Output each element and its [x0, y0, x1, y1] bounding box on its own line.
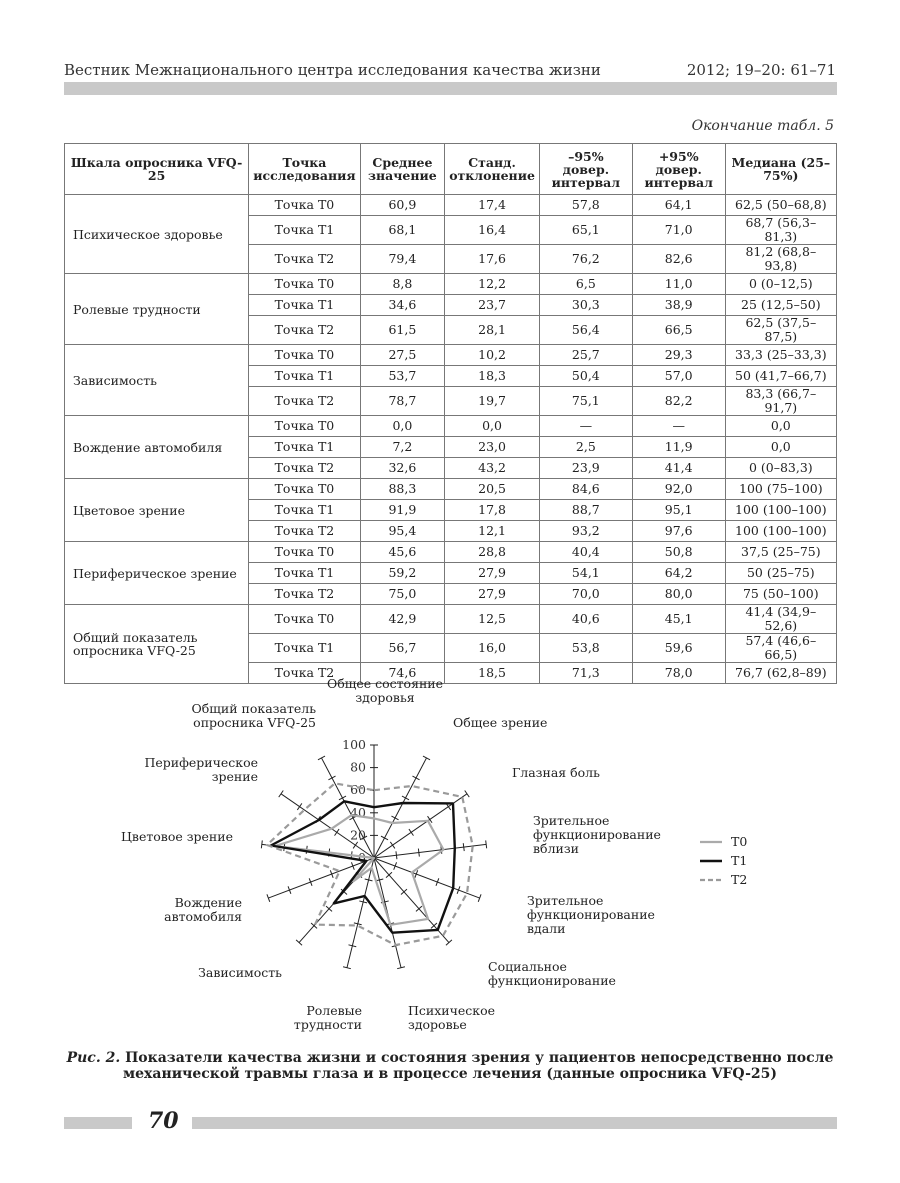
- value-cell: 68,7 (56,3–81,3): [725, 216, 836, 245]
- value-cell: 50 (41,7–66,7): [725, 366, 836, 387]
- value-cell: 57,4 (46,6–66,5): [725, 634, 836, 663]
- radar-category-label: [198, 965, 282, 980]
- radar-axis: [374, 758, 427, 858]
- value-cell: 12,2: [445, 274, 540, 295]
- timepoint-cell: Точка Т2: [249, 584, 360, 605]
- radar-category-label-line: Вождение: [174, 895, 242, 910]
- value-cell: 82,2: [632, 387, 725, 416]
- radar-axis-tick: [463, 843, 464, 851]
- radar-tick-label: 100: [342, 737, 366, 752]
- table-row: [65, 274, 837, 295]
- column-header: Среднее значение: [360, 144, 445, 195]
- value-cell: —: [539, 416, 632, 437]
- radar-category-label: [512, 765, 600, 780]
- timepoint-cell: Точка Т1: [249, 634, 360, 663]
- value-cell: 16,4: [445, 216, 540, 245]
- value-cell: 12,1: [445, 521, 540, 542]
- radar-axis-tick: [318, 756, 325, 760]
- footer-bar-right: [192, 1117, 837, 1129]
- value-cell: 88,3: [360, 479, 445, 500]
- radar-category-label: [488, 959, 616, 988]
- table-header: [65, 144, 837, 195]
- page-number: 70: [148, 1108, 179, 1134]
- radar-category-label-line: автомобиля: [164, 909, 242, 924]
- value-cell: 75 (50–100): [725, 584, 836, 605]
- value-cell: 62,5 (37,5–87,5): [725, 316, 836, 345]
- value-cell: 76,7 (62,8–89): [725, 663, 836, 684]
- radar-category-label-line: Зрительное: [527, 893, 604, 908]
- value-cell: 64,2: [632, 563, 725, 584]
- timepoint-cell: Точка Т0: [249, 416, 360, 437]
- radar-tick-label: 20: [350, 827, 366, 843]
- radar-category-label: [164, 895, 242, 924]
- value-cell: 27,5: [360, 345, 445, 366]
- value-cell: 76,2: [539, 245, 632, 274]
- radar-tick-label: 60: [350, 782, 366, 798]
- column-header: –95% довер. интервал: [539, 144, 632, 195]
- value-cell: 78,7: [360, 387, 445, 416]
- radar-category-label-line: трудности: [293, 1017, 362, 1032]
- timepoint-cell: Точка Т0: [249, 195, 360, 216]
- radar-category-label-line: Зрительное: [533, 813, 610, 828]
- table-caption: Окончание табл. 5: [691, 118, 834, 134]
- timepoint-cell: Точка Т1: [249, 295, 360, 316]
- value-cell: 50 (25–75): [725, 563, 836, 584]
- value-cell: 18,3: [445, 366, 540, 387]
- value-cell: 84,6: [539, 479, 632, 500]
- figure-caption-text: Показатели качества жизни и состояния зрения у пациентов непосредственно после механической травмы глаза и в процессе лечения (данные опросника VFQ-25): [122, 1050, 834, 1082]
- value-cell: 27,9: [445, 584, 540, 605]
- value-cell: 91,9: [360, 500, 445, 521]
- radar-category-label: [192, 701, 317, 730]
- value-cell: 16,0: [445, 634, 540, 663]
- radar-category-label-line: функционирование: [527, 907, 655, 922]
- radar-axis-tick: [418, 849, 419, 857]
- timepoint-cell: Точка Т0: [249, 345, 360, 366]
- value-cell: 70,0: [539, 584, 632, 605]
- value-cell: 45,6: [360, 542, 445, 563]
- radar-category-label-line: Цветовое зрение: [121, 829, 233, 844]
- value-cell: 40,4: [539, 542, 632, 563]
- radar-category-label-line: функционирование: [488, 973, 616, 988]
- radar-axis-tick: [396, 851, 397, 859]
- radar-category-label-line: здоровье: [408, 1017, 467, 1032]
- value-cell: 75,1: [539, 387, 632, 416]
- value-cell: 95,1: [632, 500, 725, 521]
- timepoint-cell: Точка Т2: [249, 458, 360, 479]
- radar-axis-tick: [402, 796, 409, 800]
- footer-bar-left: [64, 1117, 132, 1129]
- radar-category-label-line: Ролевые: [306, 1003, 362, 1018]
- column-header: Точка исследования: [249, 144, 360, 195]
- scale-name-cell: Цветовое зрение: [65, 479, 249, 542]
- value-cell: 81,2 (68,8–93,8): [725, 245, 836, 274]
- timepoint-cell: Точка Т0: [249, 542, 360, 563]
- value-cell: 11,0: [632, 274, 725, 295]
- value-cell: 0,0: [445, 416, 540, 437]
- value-cell: 30,3: [539, 295, 632, 316]
- value-cell: 11,9: [632, 437, 725, 458]
- radar-axis-tick: [261, 840, 262, 848]
- value-cell: 100 (75–100): [725, 479, 836, 500]
- value-cell: 68,1: [360, 216, 445, 245]
- value-cell: 75,0: [360, 584, 445, 605]
- value-cell: 40,6: [539, 605, 632, 634]
- value-cell: 45,1: [632, 605, 725, 634]
- scale-name-cell: Ролевые трудности: [65, 274, 249, 345]
- value-cell: 50,4: [539, 366, 632, 387]
- results-table: [64, 143, 837, 684]
- value-cell: 33,3 (25–33,3): [725, 345, 836, 366]
- value-cell: 42,9: [360, 605, 445, 634]
- value-cell: 93,2: [539, 521, 632, 542]
- value-cell: 88,7: [539, 500, 632, 521]
- timepoint-cell: Точка Т2: [249, 521, 360, 542]
- legend-label: Т1: [731, 853, 748, 868]
- value-cell: 59,2: [360, 563, 445, 584]
- value-cell: 62,5 (50–68,8): [725, 195, 836, 216]
- radar-category-label-line: зрение: [211, 769, 258, 784]
- radar-category-label-line: Общее состояние: [326, 676, 444, 691]
- value-cell: 57,0: [632, 366, 725, 387]
- radar-axis-tick: [328, 776, 335, 780]
- value-cell: 66,5: [632, 316, 725, 345]
- value-cell: 41,4: [632, 458, 725, 479]
- radar-chart: [0, 670, 900, 1045]
- radar-category-label-line: функционирование: [533, 827, 661, 842]
- value-cell: 54,1: [539, 563, 632, 584]
- radar-category-label-line: Психическое: [408, 1003, 496, 1018]
- scale-name-cell: Зависимость: [65, 345, 249, 416]
- value-cell: 17,4: [445, 195, 540, 216]
- value-cell: 56,4: [539, 316, 632, 345]
- radar-tick-label: 40: [350, 804, 366, 820]
- radar-axis-tick: [412, 776, 419, 780]
- journal-reference: 2012; 19–20: 61–71: [686, 61, 836, 79]
- legend-label: Т2: [731, 872, 748, 887]
- value-cell: 57,8: [539, 195, 632, 216]
- figure-caption: [60, 1050, 840, 1082]
- scale-name-cell: Психическое здоровье: [65, 195, 249, 274]
- table-row: [65, 605, 837, 634]
- scale-name-cell: Общий показатель опросника VFQ-25: [65, 605, 249, 684]
- radar-category-label-line: Социальное: [488, 959, 567, 974]
- radar-axis-tick: [390, 842, 395, 849]
- value-cell: 0 (0–12,5): [725, 274, 836, 295]
- radar-category-label-line: Общее зрение: [453, 715, 548, 730]
- radar-axis-tick: [486, 840, 487, 848]
- value-cell: 37,5 (25–75): [725, 542, 836, 563]
- value-cell: 41,4 (34,9–52,6): [725, 605, 836, 634]
- radar-category-label-line: вблизи: [533, 841, 579, 856]
- value-cell: 12,5: [445, 605, 540, 634]
- timepoint-cell: Точка Т1: [249, 437, 360, 458]
- value-cell: 7,2: [360, 437, 445, 458]
- value-cell: 2,5: [539, 437, 632, 458]
- timepoint-cell: Точка Т0: [249, 274, 360, 295]
- radar-tick-label: 80: [350, 759, 366, 775]
- radar-axis-tick: [465, 791, 470, 798]
- timepoint-cell: Точка Т1: [249, 366, 360, 387]
- value-cell: 6,5: [539, 274, 632, 295]
- radar-category-label: [408, 1003, 495, 1032]
- radar-axis-tick: [353, 842, 358, 849]
- radar-axis-tick: [423, 756, 430, 760]
- table-row: [65, 345, 837, 366]
- value-cell: 71,0: [632, 216, 725, 245]
- scale-name-cell: Вождение автомобиля: [65, 416, 249, 479]
- value-cell: 29,3: [632, 345, 725, 366]
- value-cell: 34,6: [360, 295, 445, 316]
- table-body: [65, 195, 837, 684]
- header-divider-bar: [64, 82, 837, 95]
- timepoint-cell: Точка Т2: [249, 663, 360, 684]
- table-row: [65, 416, 837, 437]
- value-cell: 79,4: [360, 245, 445, 274]
- radar-category-label-line: Периферическое: [144, 755, 258, 770]
- timepoint-cell: Точка Т2: [249, 245, 360, 274]
- value-cell: 19,7: [445, 387, 540, 416]
- radar-axis-tick: [335, 829, 340, 836]
- timepoint-cell: Точка Т0: [249, 479, 360, 500]
- value-cell: 10,2: [445, 345, 540, 366]
- journal-title: Вестник Межнационального центра исследования качества жизни: [64, 61, 601, 79]
- radar-axis-tick: [279, 791, 284, 798]
- value-cell: 71,3: [539, 663, 632, 684]
- value-cell: 8,8: [360, 274, 445, 295]
- radar-category-label-line: опросника VFQ-25: [193, 715, 316, 730]
- value-cell: 97,6: [632, 521, 725, 542]
- value-cell: 18,5: [445, 663, 540, 684]
- value-cell: 43,2: [445, 458, 540, 479]
- value-cell: 17,8: [445, 500, 540, 521]
- value-cell: 32,6: [360, 458, 445, 479]
- radar-category-label: [144, 755, 258, 784]
- value-cell: 100 (100–100): [725, 500, 836, 521]
- value-cell: 0,0: [725, 416, 836, 437]
- value-cell: 80,0: [632, 584, 725, 605]
- value-cell: —: [632, 416, 725, 437]
- value-cell: 53,7: [360, 366, 445, 387]
- radar-category-label-line: здоровья: [355, 690, 415, 705]
- table-row: [65, 542, 837, 563]
- value-cell: 23,7: [445, 295, 540, 316]
- value-cell: 0 (0–83,3): [725, 458, 836, 479]
- legend-label: Т0: [731, 834, 748, 849]
- value-cell: 23,9: [539, 458, 632, 479]
- table-row: [65, 195, 837, 216]
- radar-category-label-line: Общий показатель: [191, 701, 316, 716]
- column-header: Медиана (25–75%): [725, 144, 836, 195]
- value-cell: 53,8: [539, 634, 632, 663]
- radar-category-label-line: Глазная боль: [512, 765, 600, 780]
- radar-tick-label: 0: [358, 850, 366, 865]
- value-cell: 28,8: [445, 542, 540, 563]
- value-cell: 95,4: [360, 521, 445, 542]
- radar-axis: [321, 758, 374, 858]
- radar-axis: [374, 858, 480, 898]
- value-cell: 25,7: [539, 345, 632, 366]
- value-cell: 25 (12,5–50): [725, 295, 836, 316]
- radar-axis-tick: [409, 829, 414, 836]
- radar-category-label: [121, 829, 233, 844]
- timepoint-cell: Точка Т1: [249, 500, 360, 521]
- timepoint-cell: Точка Т2: [249, 387, 360, 416]
- value-cell: 82,6: [632, 245, 725, 274]
- value-cell: 61,5: [360, 316, 445, 345]
- value-cell: 59,6: [632, 634, 725, 663]
- radar-axis-tick: [381, 836, 388, 840]
- radar-axis-tick: [391, 816, 398, 820]
- timepoint-cell: Точка Т1: [249, 563, 360, 584]
- value-cell: 23,0: [445, 437, 540, 458]
- value-cell: 28,1: [445, 316, 540, 345]
- radar-category-label: [453, 715, 547, 730]
- value-cell: 64,1: [632, 195, 725, 216]
- value-cell: 56,7: [360, 634, 445, 663]
- timepoint-cell: Точка Т0: [249, 605, 360, 634]
- radar-category-label-line: вдали: [527, 921, 566, 936]
- value-cell: 78,0: [632, 663, 725, 684]
- value-cell: 83,3 (66,7–91,7): [725, 387, 836, 416]
- value-cell: 0,0: [360, 416, 445, 437]
- value-cell: 74,6: [360, 663, 445, 684]
- radar-category-label-line: Зависимость: [198, 965, 282, 980]
- value-cell: 27,9: [445, 563, 540, 584]
- radar-category-label: [533, 813, 661, 856]
- value-cell: 20,5: [445, 479, 540, 500]
- scale-name-cell: Периферическое зрение: [65, 542, 249, 605]
- timepoint-cell: Точка Т1: [249, 216, 360, 245]
- value-cell: 65,1: [539, 216, 632, 245]
- value-cell: 38,9: [632, 295, 725, 316]
- radar-axis-tick: [339, 796, 346, 800]
- radar-category-label: [327, 676, 443, 705]
- value-cell: 60,9: [360, 195, 445, 216]
- value-cell: 92,0: [632, 479, 725, 500]
- radar-category-label: [527, 893, 655, 936]
- column-header: +95% довер. интервал: [632, 144, 725, 195]
- timepoint-cell: Точка Т2: [249, 316, 360, 345]
- column-header: Станд. отклонение: [445, 144, 540, 195]
- table-row: [65, 479, 837, 500]
- radar-category-label: [294, 1003, 362, 1032]
- value-cell: 100 (100–100): [725, 521, 836, 542]
- figure-label: Рис. 2.: [66, 1050, 121, 1066]
- radar-axis-tick: [297, 803, 302, 810]
- value-cell: 50,8: [632, 542, 725, 563]
- column-header: Шкала опросника VFQ-25: [65, 144, 249, 195]
- value-cell: 17,6: [445, 245, 540, 274]
- value-cell: 0,0: [725, 437, 836, 458]
